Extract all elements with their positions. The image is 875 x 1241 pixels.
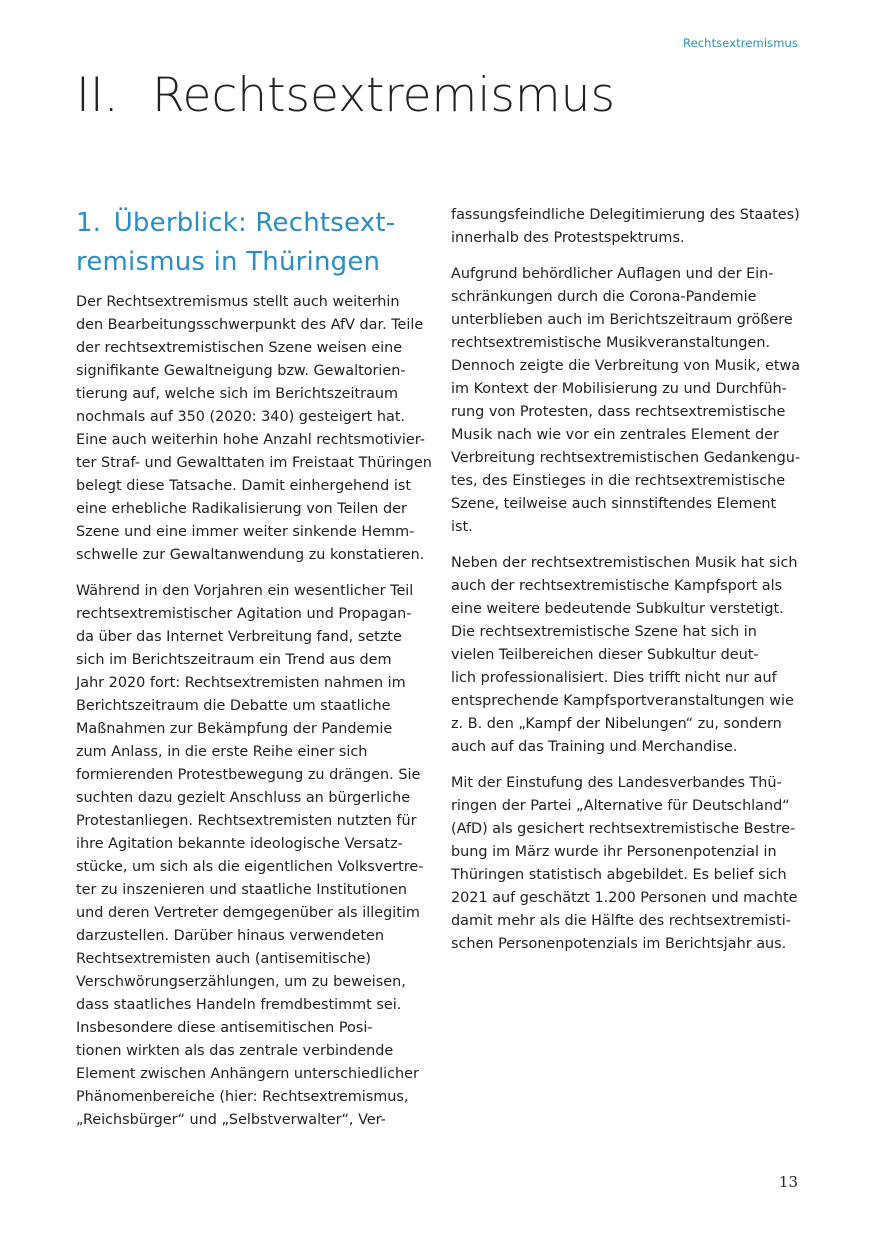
text-line: und deren Vertreter demgegenüber als illegitim: [76, 905, 420, 921]
text-line: stücke, um sich als die eigentlichen Volksvertre-: [76, 859, 424, 875]
section-number: 1.: [76, 208, 102, 238]
section-title: [76, 204, 424, 282]
text-line: den Bearbeitungsschwerpunkt des AfV dar. Teile: [76, 317, 424, 333]
chapter-title: [76, 66, 615, 126]
text-line: lich professionalisiert. Dies trifft nicht nur auf: [451, 670, 777, 686]
text-line: ter zu inszenieren und staatliche Institutionen: [76, 882, 408, 898]
text-line: schränkungen durch die Corona-Pandemie: [451, 289, 757, 305]
text-line: Eine auch weiterhin hohe Anzahl rechtsmotivier-: [76, 432, 425, 448]
text-line: rechtsextremistische Musikveranstaltungen.: [451, 335, 771, 351]
text-line: (AfD) als gesichert rechtsextremistische Bestre-: [451, 821, 796, 837]
text-line: Protestanliegen. Rechtsextremisten nutzten für: [76, 813, 417, 829]
text-line: Insbesondere diese antisemitischen Posi-: [76, 1020, 373, 1036]
text-line: Während in den Vorjahren ein wesentlicher Teil: [76, 583, 414, 599]
text-line: ihre Agitation bekannte ideologische Versatz-: [76, 836, 403, 852]
right-paragraphs: [451, 204, 803, 956]
text-line: Der Rechtsextremismus stellt auch weiterhin: [76, 294, 400, 310]
page-number: 13: [778, 1173, 798, 1191]
text-line: z. B. den „Kampf der Nibelungen“ zu, sondern: [451, 716, 782, 732]
text-line: ringen der Partei „Alternative für Deutschland“: [451, 798, 790, 814]
text-line: damit mehr als die Hälfte des rechtsextremisti-: [451, 913, 791, 929]
text-line: Verschwörungserzählungen, um zu beweisen,: [76, 974, 406, 990]
text-line: tionen wirkten als das zentrale verbindende: [76, 1043, 394, 1059]
text-line: eine weitere bedeutende Subkultur verstetigt.: [451, 601, 784, 617]
section-title-line-2: remismus in Thüringen: [76, 247, 381, 277]
text-line: Maßnahmen zur Bekämpfung der Pandemie: [76, 721, 393, 737]
text-line: dass staatliches Handeln fremdbestimmt sei.: [76, 997, 402, 1013]
paragraph: [76, 580, 424, 1132]
running-header: Rechtsextremismus: [683, 36, 798, 50]
text-line: auch auf das Training und Merchandise.: [451, 739, 738, 755]
text-line: ter Straf- und Gewalttaten im Freistaat Thüringen: [76, 455, 432, 471]
paragraph: [451, 772, 803, 956]
text-line: signifikante Gewaltneigung bzw. Gewaltorien-: [76, 363, 406, 379]
text-line: belegt diese Tatsache. Damit einhergehend ist: [76, 478, 411, 494]
text-line: Szene und eine immer weiter sinkende Hemm-: [76, 524, 415, 540]
text-line: ist.: [451, 519, 473, 535]
text-line: formierenden Protestbewegung zu drängen. Sie: [76, 767, 421, 783]
paragraph: [451, 263, 803, 539]
text-line: Szene, teilweise auch sinnstiftendes Element: [451, 496, 777, 512]
text-line: Die rechtsextremistische Szene hat sich in: [451, 624, 757, 640]
paragraph: [451, 204, 803, 250]
text-line: da über das Internet Verbreitung fand, setzte: [76, 629, 402, 645]
text-line: schwelle zur Gewaltanwendung zu konstatieren.: [76, 547, 425, 563]
text-line: schen Personenpotenzials im Berichtsjahr aus.: [451, 936, 787, 952]
text-line: zum Anlass, in die erste Reihe einer sich: [76, 744, 368, 760]
text-line: Musik nach wie vor ein zentrales Element der: [451, 427, 779, 443]
text-line: fassungsfeindliche Delegitimierung des Staates): [451, 207, 800, 223]
right-column: [451, 204, 803, 969]
text-line: Neben der rechtsextremistischen Musik hat sich: [451, 555, 798, 571]
text-line: innerhalb des Protestspektrums.: [451, 230, 685, 246]
section-title-line-1: Überblick: Rechtsext-: [113, 208, 396, 238]
text-line: sich im Berichtszeitraum ein Trend aus dem: [76, 652, 392, 668]
text-line: nochmals auf 350 (2020: 340) gesteigert hat.: [76, 409, 406, 425]
text-line: Berichtszeitraum die Debatte um staatliche: [76, 698, 391, 714]
text-line: der rechtsextremistischen Szene weisen eine: [76, 340, 403, 356]
text-line: vielen Teilbereichen dieser Subkultur deut-: [451, 647, 759, 663]
paragraph: [451, 552, 803, 759]
chapter-number: II.: [76, 68, 119, 123]
text-line: auch der rechtsextremistische Kampfsport als: [451, 578, 783, 594]
text-line: tes, des Einstieges in die rechtsextremistische: [451, 473, 786, 489]
text-line: suchten dazu gezielt Anschluss an bürgerliche: [76, 790, 411, 806]
text-line: entsprechende Kampfsportveranstaltungen wie: [451, 693, 794, 709]
text-line: Rechtsextremisten auch (antisemitische): [76, 951, 372, 967]
text-line: Jahr 2020 fort: Rechtsextremisten nahmen im: [76, 675, 406, 691]
text-line: unterblieben auch im Berichtszeitraum größere: [451, 312, 793, 328]
text-line: Verbreitung rechtsextremistischen Gedankengu-: [451, 450, 801, 466]
text-line: eine erhebliche Radikalisierung von Teilen der: [76, 501, 407, 517]
text-line: 2021 auf geschätzt 1.200 Personen und machte: [451, 890, 798, 906]
text-line: „Reichsbürger“ und „Selbstverwalter“, Ver-: [76, 1112, 386, 1128]
text-line: Phänomenbereiche (hier: Rechtsextremismus,: [76, 1089, 409, 1105]
left-paragraphs: [76, 291, 432, 1132]
text-line: tierung auf, welche sich im Berichtszeitraum: [76, 386, 399, 402]
text-line: rechtsextremistischer Agitation und Propagan-: [76, 606, 412, 622]
text-line: im Kontext der Mobilisierung zu und Durchfüh-: [451, 381, 787, 397]
text-line: darzustellen. Darüber hinaus verwendeten: [76, 928, 384, 944]
text-line: Element zwischen Anhängern unterschiedlicher: [76, 1066, 419, 1082]
left-column: [76, 204, 432, 1145]
text-line: bung im März wurde ihr Personenpotenzial in: [451, 844, 777, 860]
text-line: Dennoch zeigte die Verbreitung von Musik, etwa: [451, 358, 801, 374]
text-line: Thüringen statistisch abgebildet. Es belief sich: [451, 867, 787, 883]
text-line: Mit der Einstufung des Landesverbandes Thü-: [451, 775, 782, 791]
text-line: Aufgrund behördlicher Auflagen und der Ein-: [451, 266, 774, 282]
chapter-title-text: Rechtsextremismus: [152, 68, 615, 123]
paragraph: [76, 291, 432, 567]
text-line: rung von Protesten, dass rechtsextremistische: [451, 404, 786, 420]
